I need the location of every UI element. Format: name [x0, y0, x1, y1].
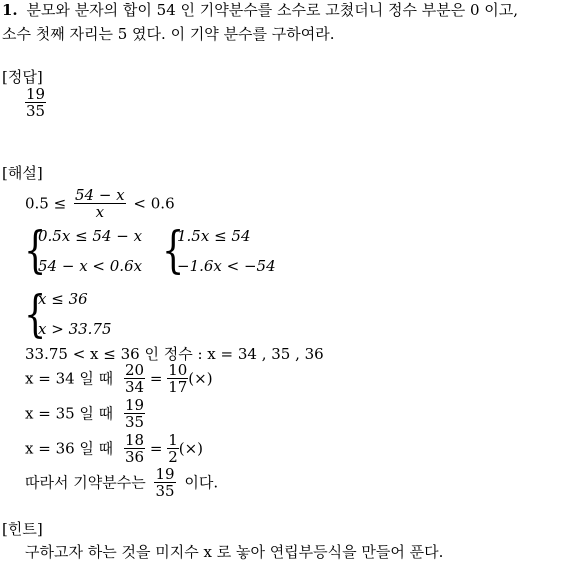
problem-statement	[2, 3, 518, 18]
main-inequality	[25, 188, 175, 220]
answer-label: [정답]	[2, 68, 43, 86]
conclusion-prefix: 따라서 기약분수는	[25, 473, 146, 492]
conclusion-fraction	[154, 467, 175, 499]
case34-num-2: 10	[168, 361, 188, 379]
problem-line-2: 소수 첫째 자리는 5 였다. 이 기약 분수를 구하여라.	[2, 25, 335, 43]
case36-mark: (×)	[178, 439, 204, 458]
case36-num-2: 1	[168, 431, 178, 449]
brace-system-2: {	[162, 221, 185, 279]
conclusion-num: 19	[155, 465, 175, 483]
conclusion-den: 35	[155, 482, 175, 500]
system2-line-b: −1.6x < −54	[177, 257, 276, 275]
case-36	[25, 433, 203, 465]
case34-prefix: x = 34 일 때	[25, 369, 114, 388]
system3-line-b: x > 33.75	[38, 320, 112, 338]
case-35	[25, 398, 145, 430]
case34-fraction-2	[167, 363, 188, 395]
system2-line-a: 1.5x ≤ 54	[177, 227, 251, 245]
ineq-numerator: 54 − x	[74, 186, 125, 204]
ineq-denominator: x	[74, 203, 126, 220]
case35-den: 35	[124, 413, 145, 431]
case36-fraction-1	[124, 433, 145, 465]
answer-numerator: 19	[26, 85, 46, 103]
case35-num: 19	[124, 396, 145, 414]
system3-line-a: x ≤ 36	[38, 290, 88, 308]
ineq-fraction	[74, 188, 126, 220]
problem-line-1: 분모와 분자의 합이 54 인 기약분수를 소수로 고쳤더니 정수 부분은 0 이고,	[26, 1, 519, 19]
system1-line-b: 54 − x < 0.6x	[38, 257, 143, 275]
brace-system-3: {	[24, 285, 47, 343]
conclusion	[25, 467, 218, 499]
case-34	[25, 363, 213, 395]
conclusion-suffix: 이다.	[184, 473, 219, 492]
case34-fraction-1	[124, 363, 145, 395]
case36-equals: =	[149, 439, 163, 458]
answer-denominator: 35	[26, 102, 46, 120]
case36-den-2: 2	[168, 448, 178, 466]
case34-den-1: 34	[124, 378, 145, 396]
case36-prefix: x = 36 일 때	[25, 439, 114, 458]
case35-prefix: x = 35 일 때	[25, 404, 114, 423]
problem-number: 1.	[2, 1, 18, 19]
case36-den-1: 36	[124, 448, 145, 466]
case34-equals: =	[149, 369, 163, 388]
ineq-right: < 0.6	[133, 194, 175, 213]
system1-line-a: 0.5x ≤ 54 − x	[38, 227, 143, 245]
hint-text: 구하고자 하는 것을 미지수 x 로 놓아 연립부등식을 만들어 푼다.	[25, 543, 444, 561]
case34-den-2: 17	[168, 378, 188, 396]
ineq-left: 0.5 ≤	[25, 194, 67, 213]
case34-num-1: 20	[124, 361, 145, 379]
case35-fraction	[124, 398, 145, 430]
case34-mark: (×)	[188, 369, 213, 388]
solution-label: [해설]	[2, 164, 43, 182]
case36-num-1: 18	[124, 431, 145, 449]
case36-fraction-2	[167, 433, 179, 465]
answer-fraction	[25, 87, 46, 119]
hint-label: [힌트]	[2, 520, 43, 538]
integer-solutions: 33.75 < x ≤ 36 인 정수 : x = 34 , 35 , 36	[25, 345, 324, 363]
brace-system-1: {	[24, 221, 47, 279]
